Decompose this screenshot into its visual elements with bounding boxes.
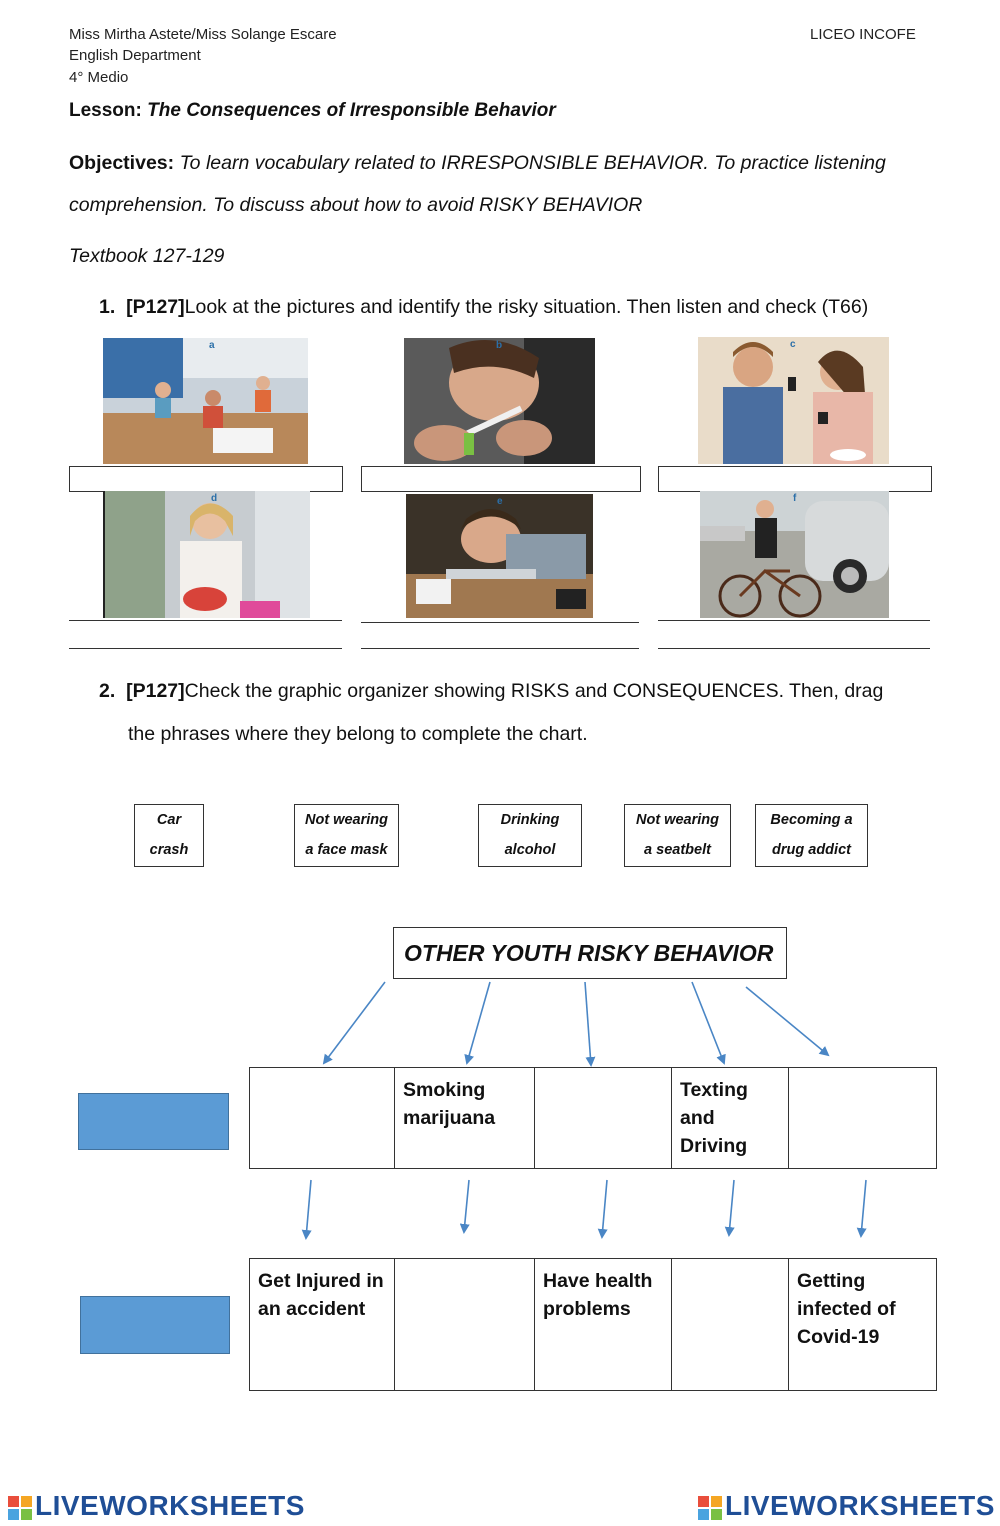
risk-cell-3[interactable] <box>535 1068 672 1169</box>
phrase-line: drug addict <box>772 842 851 858</box>
arrow-down <box>306 1180 311 1238</box>
phrase-line: alcohol <box>504 842 556 858</box>
q1-ref: [P127] <box>126 296 185 318</box>
consequence-cell-3[interactable]: Have health problems <box>535 1259 672 1391</box>
arrow-down <box>602 1180 607 1237</box>
lesson-title: The Consequences of Irresponsible Behavior <box>147 100 556 121</box>
consequence-cell-1[interactable]: Get Injured in an accident <box>250 1259 395 1391</box>
q2-number: 2. <box>99 680 116 702</box>
arrow-down <box>692 982 724 1063</box>
lesson-label: Lesson: <box>69 100 142 121</box>
grade: 4° Medio <box>69 69 129 86</box>
logo-icon <box>8 1496 32 1520</box>
arrow-down <box>861 1180 866 1236</box>
objectives-line2: comprehension. To discuss about how to avoid RISKY BEHAVIOR <box>69 194 643 216</box>
photo-f-letter: f <box>793 493 797 504</box>
consequence-cell-5[interactable]: Getting infected of Covid-19 <box>789 1259 937 1391</box>
photo-d-letter: d <box>211 493 218 504</box>
risk-cell-4[interactable]: Texting and Driving <box>672 1068 789 1169</box>
photo-b-letter: b <box>496 340 503 351</box>
risk-cell-1[interactable] <box>250 1068 395 1169</box>
photo-c-letter: c <box>790 339 796 350</box>
phrase-line: a face mask <box>305 842 388 858</box>
risks-row <box>249 1067 937 1169</box>
q2-ref: [P127] <box>126 680 185 702</box>
phrase-line: a seatbelt <box>644 842 711 858</box>
textbook-pages: Textbook 127-129 <box>69 245 225 267</box>
objectives-line1: To learn vocabulary related to IRRESPONSIBLE BEHAVIOR. To practice listening <box>179 152 886 174</box>
arrow-down <box>746 987 828 1055</box>
photo-e-letter: e <box>497 496 503 507</box>
brand-text: LIVEWORKSHEETS <box>35 1490 305 1521</box>
consequences-row <box>249 1258 937 1391</box>
consequence-cell-2[interactable] <box>395 1259 535 1391</box>
risks-drop-box[interactable] <box>78 1093 229 1150</box>
q1-number: 1. <box>99 296 116 318</box>
phrase-line: Drinking <box>500 812 560 828</box>
brand-text: LIVEWORKSHEETS <box>725 1490 995 1521</box>
photo-a-letter: a <box>209 340 215 351</box>
q1-text: Look at the pictures and identify the risky situation. Then listen and check (T66) <box>184 296 869 318</box>
arrow-down <box>324 982 385 1063</box>
objectives-label: Objectives: <box>69 152 175 174</box>
liveworksheets-logo-left <box>8 1490 305 1522</box>
risk-cell-2[interactable]: Smoking marijuana <box>395 1068 535 1169</box>
liveworksheets-logo-right <box>698 1490 995 1522</box>
arrow-down <box>464 1180 469 1232</box>
consequences-drop-box[interactable] <box>80 1296 230 1354</box>
department: English Department <box>69 47 201 64</box>
risk-cell-5[interactable] <box>789 1068 937 1169</box>
consequence-cell-4[interactable] <box>672 1259 789 1391</box>
organizer-title: OTHER YOUTH RISKY BEHAVIOR <box>393 927 787 979</box>
phrase-line: Car <box>156 812 182 828</box>
teacher-names: Miss Mirtha Astete/Miss Solange Escare <box>69 26 337 43</box>
phrase-line: crash <box>149 842 189 858</box>
phrase-line: Not wearing <box>305 812 388 828</box>
arrow-down <box>585 982 591 1065</box>
school-name: LICEO INCOFE <box>810 26 916 43</box>
phrase-line: Not wearing <box>636 812 719 828</box>
q2-line2: the phrases where they belong to complete the chart. <box>128 723 588 745</box>
q2-line1: Check the graphic organizer showing RISKS and CONSEQUENCES. Then, drag <box>184 680 884 702</box>
logo-icon <box>698 1496 722 1520</box>
arrow-down <box>467 982 490 1063</box>
arrow-down <box>729 1180 734 1235</box>
phrase-line: Becoming a <box>770 812 853 828</box>
